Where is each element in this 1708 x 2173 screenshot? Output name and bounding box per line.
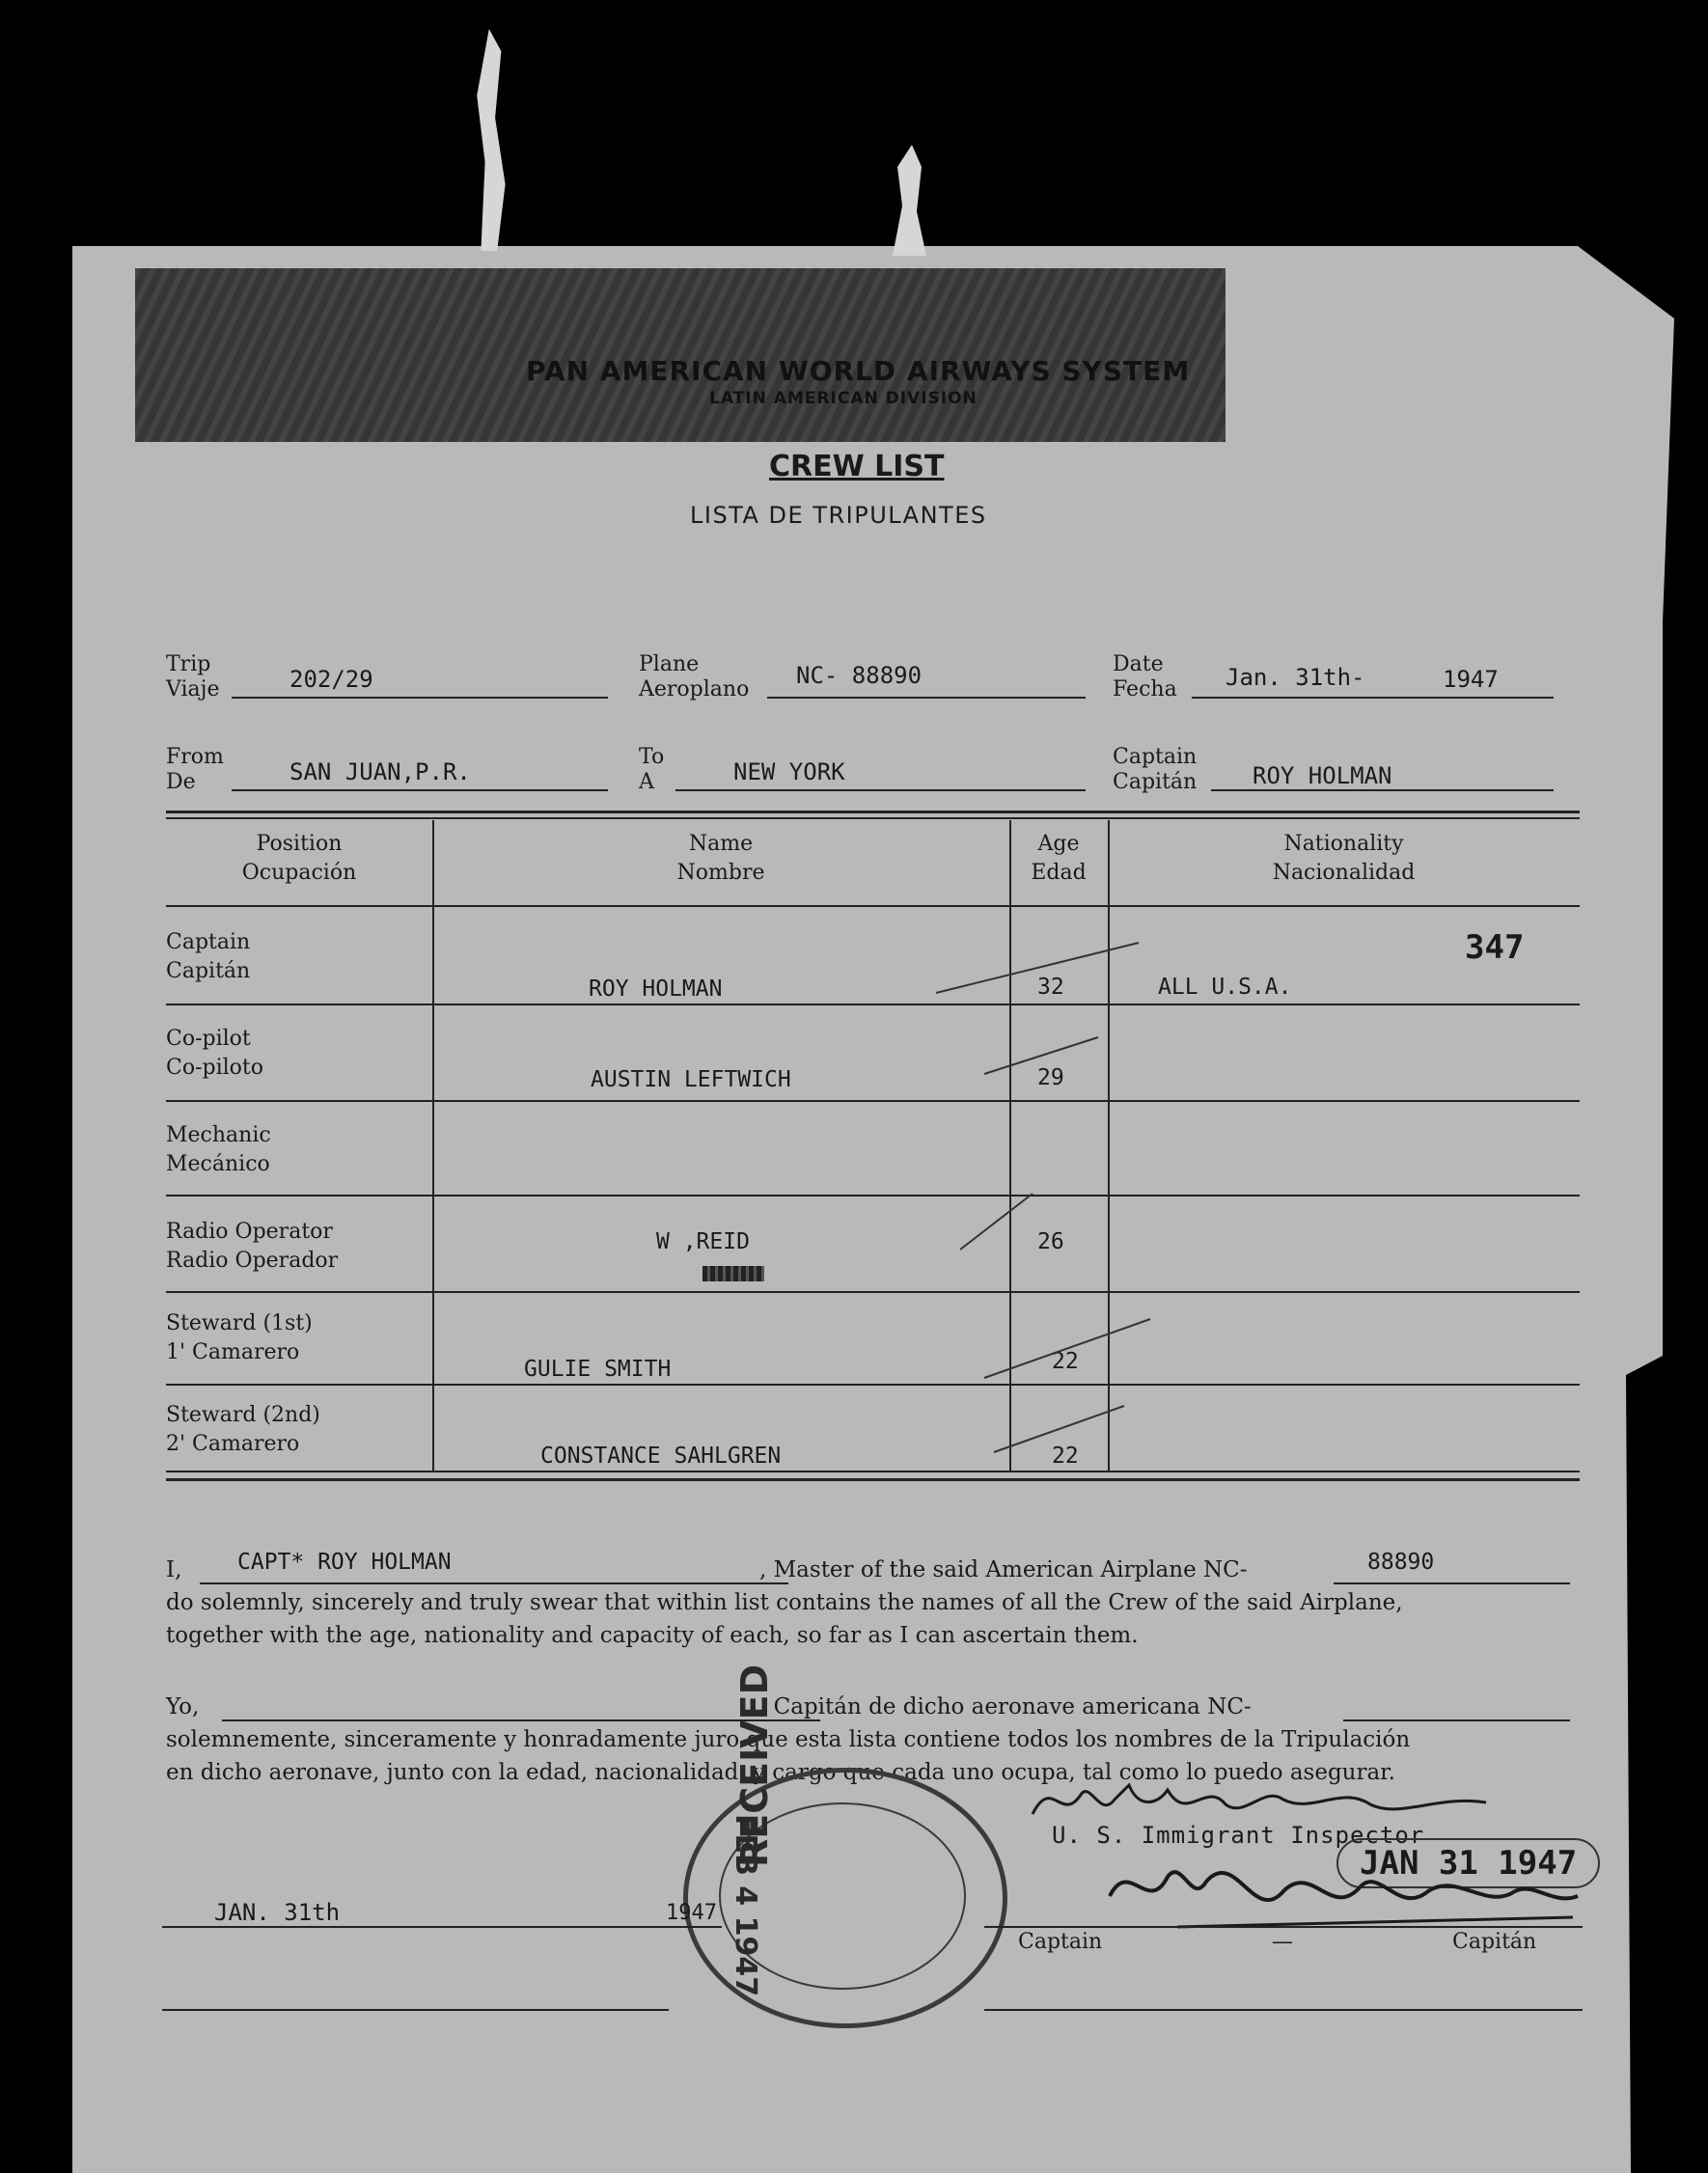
row-age: 26 — [1037, 1229, 1064, 1254]
date-value: Jan. 31th- — [1226, 664, 1365, 691]
row-position-es: 2' Camarero — [166, 1432, 300, 1456]
row-position-es: Co-piloto — [166, 1056, 263, 1080]
strikeout-mark — [702, 1266, 764, 1281]
table-top-rule-2 — [166, 817, 1580, 819]
captain-signature — [1090, 1838, 1592, 1944]
row-position-es: Capitán — [166, 959, 251, 983]
trip-label-en: Trip — [166, 652, 211, 676]
header-position-es: Ocupación — [241, 861, 357, 885]
inspector-label: U. S. Immigrant Inspector — [1052, 1822, 1425, 1849]
captain-sign-label-en: Captain — [1018, 1930, 1103, 1954]
to-label — [639, 745, 664, 795]
row-name: W ,REID — [656, 1229, 750, 1254]
document-title: CREW LIST — [769, 450, 945, 483]
company-name: PAN AMERICAN WORLD AIRWAYS SYSTEM — [526, 355, 1191, 387]
header-name — [432, 830, 1009, 888]
oath-captain-typed: CAPT* ROY HOLMAN — [237, 1550, 452, 1575]
from-value: SAN JUAN,P.R. — [289, 758, 471, 785]
captain-sign-label-es: Capitán — [1452, 1930, 1537, 1954]
header-age-es: Edad — [1031, 861, 1087, 885]
header-age — [1009, 830, 1108, 888]
row-rule — [166, 1100, 1580, 1102]
trip-label-es: Viaje — [166, 677, 220, 701]
oath-es-master: , Capitán de dicho aeronave americana NC- — [759, 1694, 1252, 1719]
bottom-left-line — [162, 2009, 669, 2011]
row-name: ROY HOLMAN — [589, 976, 723, 1002]
row-position-en: Captain — [166, 930, 251, 954]
row-position — [166, 1121, 271, 1179]
document-subtitle: LISTA DE TRIPULANTES — [690, 502, 987, 529]
oath-plane-typed: 88890 — [1367, 1550, 1435, 1575]
footer-year: 1947 — [666, 1901, 717, 1925]
row-age: 22 — [1052, 1349, 1079, 1374]
from-underline — [232, 789, 608, 791]
plane-value: NC- 88890 — [796, 662, 923, 689]
trip-label — [166, 652, 220, 702]
margin-number: 347 — [1465, 928, 1525, 967]
stamp-date: FEB 4 1947 — [729, 1814, 762, 1997]
header-nationality-es: Nacionalidad — [1272, 861, 1416, 885]
captain-label-en: Captain — [1113, 745, 1198, 769]
oath-es-name-underline — [222, 1719, 820, 1721]
row-rule — [166, 1195, 1580, 1197]
oath-master-text: , Master of the said American Airplane NC- — [759, 1557, 1248, 1582]
bottom-right-line — [984, 2009, 1583, 2011]
footer-date: JAN. 31th — [214, 1899, 341, 1926]
row-rule — [166, 1291, 1580, 1293]
oath-plane-underline — [1334, 1582, 1570, 1584]
row-position-en: Radio Operator — [166, 1220, 333, 1244]
table-top-rule — [166, 811, 1580, 813]
oath-yo: Yo, — [166, 1694, 200, 1719]
row-position — [166, 928, 250, 986]
row-position — [166, 1309, 313, 1367]
captain-label-es: Capitán — [1113, 770, 1198, 794]
plane-label — [639, 652, 749, 702]
row-name: GULIE SMITH — [524, 1357, 672, 1382]
row-position — [166, 1025, 263, 1083]
row-position-es: Radio Operador — [166, 1249, 339, 1273]
paper-tear-right — [883, 145, 931, 256]
date-label — [1113, 652, 1177, 702]
paper-tear-left — [473, 29, 513, 251]
footer-date-underline — [162, 1926, 722, 1928]
row-age: 32 — [1037, 975, 1064, 1000]
plane-underline — [767, 697, 1086, 699]
row-position-en: Co-pilot — [166, 1027, 251, 1051]
row-position — [166, 1401, 320, 1459]
check-mark — [984, 1037, 1098, 1074]
inspector-stamp-date: JAN 31 1947 — [1336, 1838, 1600, 1888]
row-position — [166, 1218, 338, 1276]
row-position-en: Steward (2nd) — [166, 1403, 320, 1427]
row-name: AUSTIN LEFTWICH — [591, 1067, 791, 1092]
row-rule — [166, 1384, 1580, 1386]
oath-es-line2: solemnemente, sinceramente y honradamente juro que esta lista contiene todos los nombres de la Tripulación — [166, 1727, 1411, 1752]
header-age-en: Age — [1037, 832, 1080, 856]
captain-value: ROY HOLMAN — [1253, 762, 1392, 789]
to-value: NEW YORK — [733, 758, 845, 785]
row-rule — [166, 1004, 1580, 1005]
row-position-es: 1' Camarero — [166, 1340, 300, 1364]
col-divider-1 — [432, 820, 434, 1471]
from-label-en: From — [166, 745, 224, 769]
header-name-es: Nombre — [676, 861, 765, 885]
oath-line2: do solemnly, sincerely and truly swear that within list contains the names of all the Crew of the said Airplane, — [166, 1590, 1403, 1615]
header-bottom-rule — [166, 905, 1580, 907]
row-nationality: ALL U.S.A. — [1158, 975, 1292, 1000]
captain-label — [1113, 745, 1197, 795]
check-mark — [994, 1406, 1124, 1452]
row-name: CONSTANCE SAHLGREN — [540, 1444, 782, 1469]
date-label-en: Date — [1113, 652, 1164, 676]
date-year: 1947 — [1443, 666, 1499, 693]
header-nationality-en: Nationality — [1283, 832, 1404, 856]
to-underline — [675, 789, 1086, 791]
row-position-en: Steward (1st) — [166, 1311, 313, 1335]
table-bottom-rule-2 — [166, 1478, 1580, 1481]
oath-i: I, — [166, 1557, 182, 1582]
trip-value: 202/29 — [289, 666, 373, 693]
captain-sign-line — [984, 1926, 1583, 1928]
plane-label-es: Aeroplano — [639, 677, 750, 701]
check-mark — [936, 943, 1139, 993]
date-underline — [1192, 697, 1554, 699]
oath-es-line3: en dicho aeronave, junto con la edad, nacionalidad, y cargo que cada uno ocupa, tal como lo puedo asegurar. — [166, 1760, 1395, 1785]
header-position — [166, 830, 432, 888]
from-label — [166, 745, 224, 795]
trip-underline — [232, 697, 608, 699]
row-age: 22 — [1052, 1444, 1079, 1469]
to-label-en: To — [639, 745, 665, 769]
plane-label-en: Plane — [639, 652, 700, 676]
oath-english — [166, 1550, 1584, 1652]
oath-es-plane-underline — [1343, 1719, 1570, 1721]
oath-name-underline — [200, 1582, 788, 1584]
captain-underline — [1211, 789, 1554, 791]
date-label-es: Fecha — [1113, 677, 1177, 701]
check-mark — [984, 1319, 1150, 1378]
check-mark — [960, 1194, 1033, 1250]
division-name: LATIN AMERICAN DIVISION — [709, 389, 978, 408]
captain-sign-dash: — — [1272, 1930, 1293, 1954]
table-bottom-rule — [166, 1471, 1580, 1472]
row-age: 29 — [1037, 1065, 1064, 1090]
row-position-es: Mecánico — [166, 1152, 270, 1176]
oath-line3: together with the age, nationality and capacity of each, so far as I can ascertain them. — [166, 1623, 1139, 1648]
row-position-en: Mechanic — [166, 1123, 271, 1147]
from-label-es: De — [166, 770, 196, 794]
stamp-received: RECEIVED — [733, 1664, 776, 1867]
header-nationality — [1108, 830, 1580, 888]
header-position-en: Position — [256, 832, 343, 856]
age-check-marks — [926, 931, 1168, 1472]
to-label-es: A — [639, 770, 654, 794]
header-name-en: Name — [688, 832, 754, 856]
